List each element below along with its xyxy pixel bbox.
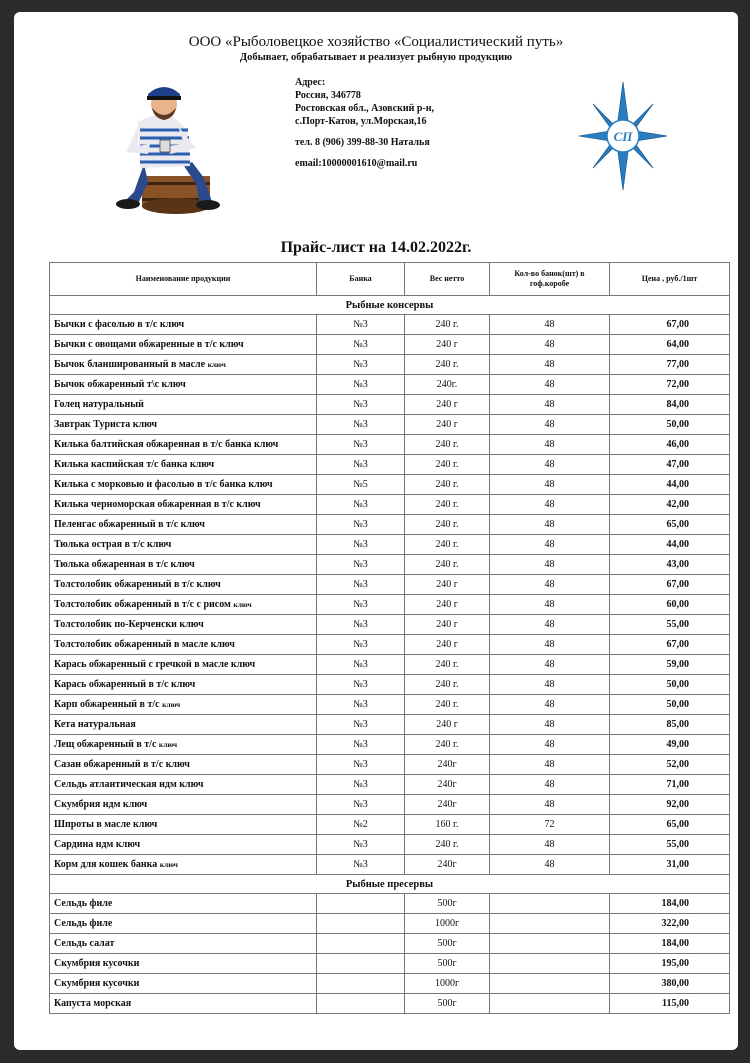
price-list-page xyxy=(14,12,738,1050)
can-cell: №3 xyxy=(317,315,405,335)
weight-cell: 1000г xyxy=(405,914,490,934)
can-cell: №3 xyxy=(317,595,405,615)
qty-cell: 48 xyxy=(490,795,610,815)
product-name: Сардина ндм ключ xyxy=(54,839,141,850)
product-name: Карась обжаренный в т/с ключ xyxy=(54,679,196,690)
weight-cell: 240г xyxy=(405,795,490,815)
can-cell: №3 xyxy=(317,375,405,395)
qty-cell: 48 xyxy=(490,355,610,375)
product-name-cell xyxy=(50,515,317,535)
can-cell xyxy=(317,934,405,954)
qty-cell xyxy=(490,934,610,954)
price-cell: 72,00 xyxy=(610,375,730,395)
org-description: Добывает, обрабатывает и реализует рыбную продукцию xyxy=(239,52,513,63)
qty-cell: 48 xyxy=(490,575,610,595)
product-name-cell xyxy=(50,395,317,415)
table-row xyxy=(50,455,730,475)
qty-cell: 48 xyxy=(490,335,610,355)
table-row xyxy=(50,435,730,455)
weight-cell: 500г xyxy=(405,934,490,954)
weight-cell: 240г xyxy=(405,755,490,775)
product-name-suffix: ключ xyxy=(159,860,178,869)
weight-cell: 500г xyxy=(405,994,490,1014)
price-cell: 71,00 xyxy=(610,775,730,795)
can-cell xyxy=(317,974,405,994)
can-cell: №3 xyxy=(317,735,405,755)
product-name-cell xyxy=(50,415,317,435)
qty-cell xyxy=(490,954,610,974)
product-name: Кета натуральная xyxy=(54,719,136,730)
product-name-cell xyxy=(50,595,317,615)
table-row xyxy=(50,515,730,535)
qty-cell: 48 xyxy=(490,655,610,675)
product-name: Карась обжаренный с гречкой в масле ключ xyxy=(54,659,256,670)
product-name: Толстолобик обжаренный в т/с с рисом xyxy=(54,599,231,610)
table-row xyxy=(50,835,730,855)
qty-cell: 48 xyxy=(490,595,610,615)
address-region: Ростовская обл., Азовский р-н, xyxy=(295,103,435,114)
price-cell: 67,00 xyxy=(610,315,730,335)
weight-cell: 1000г xyxy=(405,974,490,994)
price-cell: 322,00 xyxy=(610,914,730,934)
email-text: email:10000001610@mail.ru xyxy=(295,158,418,169)
can-cell: №3 xyxy=(317,355,405,375)
table-row xyxy=(50,755,730,775)
product-name-cell xyxy=(50,455,317,475)
can-cell xyxy=(317,994,405,1014)
table-row xyxy=(50,575,730,595)
table-row xyxy=(50,395,730,415)
product-name-cell xyxy=(50,635,317,655)
weight-cell: 240 г. xyxy=(405,655,490,675)
can-cell: №3 xyxy=(317,555,405,575)
product-name: Бычки с фасолью в т/с ключ xyxy=(54,319,185,330)
product-name-cell xyxy=(50,315,317,335)
weight-cell: 240 г. xyxy=(405,675,490,695)
header-net-weight: Вес нетто xyxy=(405,263,490,296)
weight-cell: 240г xyxy=(405,775,490,795)
can-cell: №3 xyxy=(317,695,405,715)
weight-cell: 240 г. xyxy=(405,555,490,575)
can-cell: №3 xyxy=(317,615,405,635)
address-label: Адрес: xyxy=(295,77,326,88)
can-cell: №3 xyxy=(317,715,405,735)
contact-block xyxy=(295,76,434,170)
can-cell: №3 xyxy=(317,675,405,695)
product-name-cell xyxy=(50,914,317,934)
product-name-suffix: ключ xyxy=(162,700,181,709)
can-cell: №3 xyxy=(317,435,405,455)
can-cell: №2 xyxy=(317,815,405,835)
product-name-cell xyxy=(50,675,317,695)
header-can: Банка xyxy=(317,263,405,296)
table-row xyxy=(50,994,730,1014)
product-name-cell xyxy=(50,715,317,735)
address-country-zip: Россия, 346778 xyxy=(295,90,361,101)
price-cell: 65,00 xyxy=(610,515,730,535)
qty-cell: 48 xyxy=(490,395,610,415)
table-row xyxy=(50,695,730,715)
product-name-cell xyxy=(50,974,317,994)
weight-cell: 240 г. xyxy=(405,735,490,755)
weight-cell: 240 г xyxy=(405,615,490,635)
product-name-cell xyxy=(50,695,317,715)
table-row xyxy=(50,974,730,994)
can-cell: №3 xyxy=(317,535,405,555)
table-row xyxy=(50,954,730,974)
product-name: Лещ обжаренный в т/с xyxy=(54,739,157,750)
qty-cell: 48 xyxy=(490,455,610,475)
product-name-cell xyxy=(50,375,317,395)
product-name-suffix: ключ xyxy=(233,600,252,609)
header-product-name: Наименование продукции xyxy=(50,263,317,296)
product-name-cell xyxy=(50,735,317,755)
table-row xyxy=(50,595,730,615)
qty-cell: 72 xyxy=(490,815,610,835)
price-table-body xyxy=(50,296,730,1014)
product-name-cell xyxy=(50,495,317,515)
product-name: Завтрак Туриста ключ xyxy=(54,419,158,430)
section-title: Рыбные пресервы xyxy=(50,875,730,894)
qty-cell xyxy=(490,974,610,994)
table-row xyxy=(50,635,730,655)
price-cell: 195,00 xyxy=(610,954,730,974)
product-name-cell xyxy=(50,335,317,355)
price-table xyxy=(49,262,730,1014)
section-row xyxy=(50,296,730,315)
header-cans-per-box: Кол-во банок(шт) в гоф.коробе xyxy=(490,263,610,296)
product-name: Бычок обжаренный т\с ключ xyxy=(54,379,186,390)
table-row xyxy=(50,795,730,815)
header-price: Цена , руб./1шт xyxy=(610,263,730,296)
product-name: Сельдь филе xyxy=(54,898,113,909)
qty-cell xyxy=(490,914,610,934)
product-name: Скумбрия ндм ключ xyxy=(54,799,148,810)
table-header-row xyxy=(50,263,730,296)
table-row xyxy=(50,535,730,555)
product-name: Толстолобик обжаренный в т/с ключ xyxy=(54,579,221,590)
qty-cell: 48 xyxy=(490,695,610,715)
can-cell: №3 xyxy=(317,635,405,655)
can-cell xyxy=(317,894,405,914)
product-name: Тюлька обжаренная в т/с ключ xyxy=(54,559,195,570)
qty-cell: 48 xyxy=(490,435,610,455)
logo-monogram: СП xyxy=(613,129,633,144)
table-row xyxy=(50,894,730,914)
price-cell: 43,00 xyxy=(610,555,730,575)
weight-cell: 240 г xyxy=(405,715,490,735)
price-cell: 50,00 xyxy=(610,415,730,435)
price-cell: 67,00 xyxy=(610,635,730,655)
product-name-cell xyxy=(50,535,317,555)
product-name: Скумбрия кусочки xyxy=(54,958,140,969)
price-cell: 44,00 xyxy=(610,475,730,495)
price-cell: 55,00 xyxy=(610,615,730,635)
weight-cell: 240г xyxy=(405,855,490,875)
can-cell: №5 xyxy=(317,475,405,495)
product-name-cell xyxy=(50,755,317,775)
weight-cell: 240 г xyxy=(405,335,490,355)
weight-cell: 240 г. xyxy=(405,835,490,855)
price-cell: 49,00 xyxy=(610,735,730,755)
product-name-cell xyxy=(50,795,317,815)
table-row xyxy=(50,355,730,375)
qty-cell: 48 xyxy=(490,515,610,535)
product-name-cell xyxy=(50,815,317,835)
can-cell: №3 xyxy=(317,775,405,795)
weight-cell: 500г xyxy=(405,894,490,914)
can-cell: №3 xyxy=(317,415,405,435)
product-name-cell xyxy=(50,994,317,1014)
weight-cell: 240 г. xyxy=(405,695,490,715)
qty-cell: 48 xyxy=(490,835,610,855)
product-name: Толстолобик обжаренный в масле ключ xyxy=(54,639,235,650)
product-name: Сельдь филе xyxy=(54,918,113,929)
product-name: Сельдь салат xyxy=(54,938,115,949)
product-name-cell xyxy=(50,555,317,575)
qty-cell: 48 xyxy=(490,855,610,875)
org-name: ООО «Рыболовецкое хозяйство «Социалистический путь» xyxy=(188,34,564,50)
product-name: Толстолобик по-Керченски ключ xyxy=(54,619,204,630)
qty-cell: 48 xyxy=(490,675,610,695)
table-row xyxy=(50,615,730,635)
qty-cell: 48 xyxy=(490,415,610,435)
price-cell: 44,00 xyxy=(610,535,730,555)
price-cell: 50,00 xyxy=(610,695,730,715)
weight-cell: 240 г xyxy=(405,415,490,435)
product-name: Скумбрия кусочки xyxy=(54,978,140,989)
fisherman-mascot-image xyxy=(104,74,249,224)
price-cell: 31,00 xyxy=(610,855,730,875)
price-cell: 115,00 xyxy=(610,994,730,1014)
qty-cell xyxy=(490,894,610,914)
product-name: Бычки с овощами обжаренные в т/с ключ xyxy=(54,339,244,350)
can-cell: №3 xyxy=(317,335,405,355)
product-name-cell xyxy=(50,835,317,855)
can-cell: №3 xyxy=(317,575,405,595)
qty-cell: 48 xyxy=(490,315,610,335)
table-row xyxy=(50,475,730,495)
weight-cell: 500г xyxy=(405,954,490,974)
can-cell: №3 xyxy=(317,495,405,515)
product-name: Тюлька острая в т/с ключ xyxy=(54,539,172,550)
price-cell: 84,00 xyxy=(610,395,730,415)
table-row xyxy=(50,375,730,395)
price-cell: 65,00 xyxy=(610,815,730,835)
weight-cell: 240г. xyxy=(405,375,490,395)
weight-cell: 240 г xyxy=(405,395,490,415)
weight-cell: 240 г. xyxy=(405,435,490,455)
product-name-cell xyxy=(50,855,317,875)
product-name: Килька каспийская т/с банка ключ xyxy=(54,459,215,470)
product-name: Бычок бланшированный в масле xyxy=(54,359,206,370)
product-name: Сельдь атлантическая ндм ключ xyxy=(54,779,204,790)
qty-cell: 48 xyxy=(490,375,610,395)
weight-cell: 240 г. xyxy=(405,495,490,515)
table-row xyxy=(50,934,730,954)
can-cell: №3 xyxy=(317,655,405,675)
weight-cell: 240 г. xyxy=(405,355,490,375)
weight-cell: 240 г. xyxy=(405,315,490,335)
can-cell: №3 xyxy=(317,855,405,875)
price-cell: 67,00 xyxy=(610,575,730,595)
weight-cell: 240 г xyxy=(405,635,490,655)
price-list-title: Прайс-лист на 14.02.2022г. xyxy=(280,239,472,256)
price-cell: 60,00 xyxy=(610,595,730,615)
price-cell: 85,00 xyxy=(610,715,730,735)
product-name-cell xyxy=(50,934,317,954)
table-row xyxy=(50,495,730,515)
table-row xyxy=(50,914,730,934)
price-cell: 46,00 xyxy=(610,435,730,455)
can-cell xyxy=(317,914,405,934)
product-name-suffix: ключ xyxy=(158,740,178,749)
weight-cell: 240 г. xyxy=(405,535,490,555)
can-cell xyxy=(317,954,405,974)
product-name: Карп обжаренный в т/с xyxy=(54,699,160,710)
can-cell: №3 xyxy=(317,515,405,535)
compass-rose-logo xyxy=(577,80,669,192)
weight-cell: 240 г. xyxy=(405,475,490,495)
price-cell: 55,00 xyxy=(610,835,730,855)
table-row xyxy=(50,775,730,795)
qty-cell: 48 xyxy=(490,735,610,755)
price-cell: 59,00 xyxy=(610,655,730,675)
section-row xyxy=(50,875,730,894)
product-name: Пеленгас обжаренный в т/с ключ xyxy=(54,519,205,530)
price-cell: 184,00 xyxy=(610,894,730,914)
can-cell: №3 xyxy=(317,755,405,775)
table-row xyxy=(50,815,730,835)
product-name-cell xyxy=(50,655,317,675)
price-cell: 92,00 xyxy=(610,795,730,815)
price-cell: 64,00 xyxy=(610,335,730,355)
qty-cell: 48 xyxy=(490,615,610,635)
table-row xyxy=(50,675,730,695)
can-cell: №3 xyxy=(317,455,405,475)
product-name: Шпроты в масле ключ xyxy=(54,819,158,830)
weight-cell: 240 г xyxy=(405,595,490,615)
weight-cell: 240 г. xyxy=(405,455,490,475)
qty-cell: 48 xyxy=(490,555,610,575)
product-name: Килька балтийская обжаренная в т/с банка ключ xyxy=(54,439,279,450)
qty-cell: 48 xyxy=(490,475,610,495)
price-cell: 50,00 xyxy=(610,675,730,695)
table-row xyxy=(50,655,730,675)
product-name-cell xyxy=(50,954,317,974)
price-cell: 380,00 xyxy=(610,974,730,994)
weight-cell: 160 г. xyxy=(405,815,490,835)
weight-cell: 240 г. xyxy=(405,515,490,535)
product-name-cell xyxy=(50,775,317,795)
price-cell: 184,00 xyxy=(610,934,730,954)
price-cell: 77,00 xyxy=(610,355,730,375)
product-name: Килька черноморская обжаренная в т/с ключ xyxy=(54,499,261,510)
section-title: Рыбные консервы xyxy=(50,296,730,315)
price-cell: 42,00 xyxy=(610,495,730,515)
product-name: Корм для кошек банка xyxy=(54,859,158,870)
product-name-suffix: ключ xyxy=(207,360,226,369)
qty-cell: 48 xyxy=(490,635,610,655)
product-name-cell xyxy=(50,894,317,914)
qty-cell: 48 xyxy=(490,775,610,795)
product-name: Килька с морковью и фасолью в т/с банка ключ xyxy=(54,479,273,490)
qty-cell xyxy=(490,994,610,1014)
can-cell: №3 xyxy=(317,395,405,415)
table-row xyxy=(50,335,730,355)
table-row xyxy=(50,315,730,335)
product-name-cell xyxy=(50,615,317,635)
qty-cell: 48 xyxy=(490,715,610,735)
qty-cell: 48 xyxy=(490,535,610,555)
product-name-cell xyxy=(50,435,317,455)
product-name-cell xyxy=(50,575,317,595)
product-name-cell xyxy=(50,475,317,495)
table-row xyxy=(50,735,730,755)
product-name: Голец натуральный xyxy=(54,399,144,410)
phone-text: тел. 8 (906) 399-88-30 Наталья xyxy=(295,137,430,148)
price-cell: 47,00 xyxy=(610,455,730,475)
product-name: Капуста морская xyxy=(54,998,132,1009)
table-row xyxy=(50,415,730,435)
can-cell: №3 xyxy=(317,835,405,855)
can-cell: №3 xyxy=(317,795,405,815)
table-row xyxy=(50,555,730,575)
qty-cell: 48 xyxy=(490,755,610,775)
product-name: Сазан обжаренный в т/с ключ xyxy=(54,759,190,770)
address-street: с.Порт-Катон, ул.Морская,16 xyxy=(295,116,427,127)
qty-cell: 48 xyxy=(490,495,610,515)
table-row xyxy=(50,855,730,875)
table-row xyxy=(50,715,730,735)
price-cell: 52,00 xyxy=(610,755,730,775)
weight-cell: 240 г xyxy=(405,575,490,595)
product-name-cell xyxy=(50,355,317,375)
